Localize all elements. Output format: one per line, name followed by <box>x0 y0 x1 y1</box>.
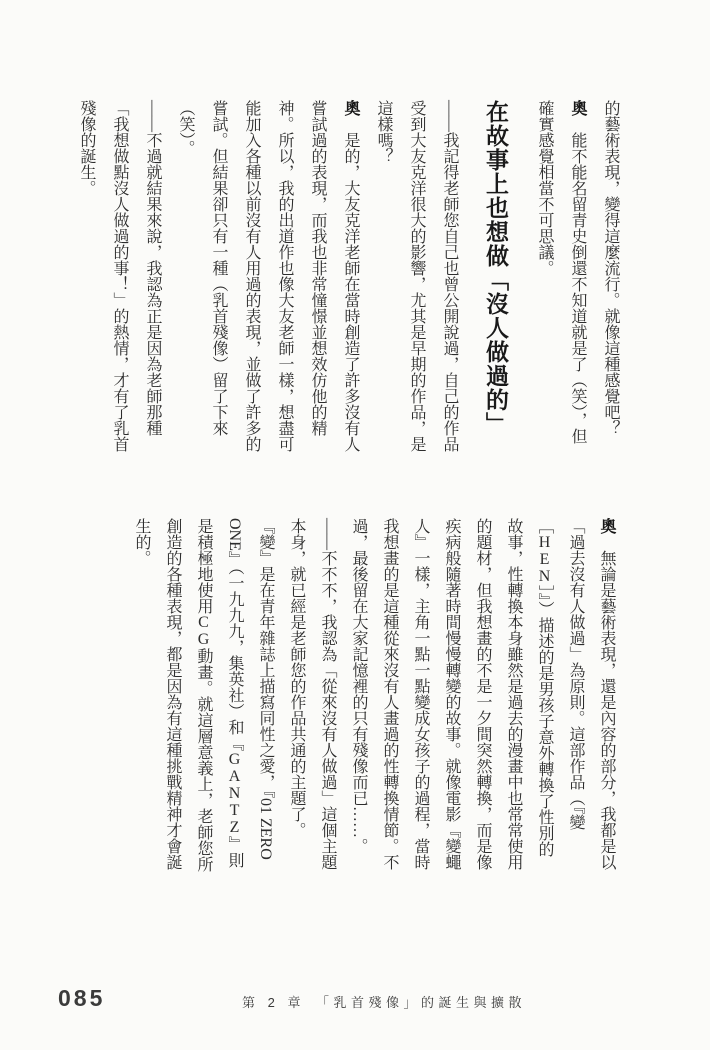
column-text: 的題材，但我想畫的不是一夕間突然轉換，而是像 <box>474 518 491 870</box>
text-column <box>334 100 367 478</box>
text-column <box>433 100 466 478</box>
column-text: （笑）。 <box>177 100 194 156</box>
text-column <box>169 100 202 478</box>
column-text: 受到大友克洋很大的影響，尤其是早期的作品，是 <box>408 100 425 452</box>
speaker-label: 奧 <box>598 518 615 534</box>
text-column <box>136 100 169 478</box>
text-column <box>103 100 136 478</box>
text-column <box>591 518 622 896</box>
section-heading: 在故事上也想做「沒人做過的」 <box>483 100 509 436</box>
column-text: 人』一樣，主角一點一點變成女孩子的過程，當時 <box>412 518 429 870</box>
text-column <box>312 518 343 896</box>
text-column <box>498 518 529 896</box>
column-text: 神。所以，我的出道作也像大友老師一樣，想盡可 <box>276 100 293 452</box>
column-text: 殘像的誕生。 <box>78 100 95 196</box>
paragraph-group-right <box>528 100 627 478</box>
column-text: 「過去沒有人做過」為原則。這部作品（『變 <box>567 518 584 830</box>
text-column <box>281 518 312 896</box>
column-text: 確實感覺相當不可思議。 <box>536 100 553 276</box>
column-text: ［HEN］』）描述的是男孩子意外轉換了性別的 <box>536 518 553 857</box>
column-text: 故事，性轉換本身雖然是過去的漫畫中也常常使用 <box>505 518 522 870</box>
column-text: 我想畫的是這種從來沒有人畫過的性轉換情節。不 <box>381 518 398 870</box>
text-column <box>561 100 594 478</box>
column-text: 創造的各種表現，都是因為有這種挑戰精神才會誕 <box>164 518 181 870</box>
chapter-footer: 第 2 章 「乳首殘像」的誕生與擴散 <box>242 995 526 1010</box>
column-text: 嘗試。但結果卻只有一種（乳首殘像）留了下來 <box>210 100 227 436</box>
column-text: 能不能名留青史倒還不知道就是了（笑），但 <box>569 116 586 444</box>
text-column <box>560 518 591 896</box>
column-text: 是積極地使用CG動畫。就這層意義上，老師您所 <box>195 518 212 872</box>
speaker-label: 奧 <box>342 100 359 116</box>
text-column <box>268 100 301 478</box>
column-text: 無論是藝術表現，還是內容的部分，我都是以 <box>598 534 615 870</box>
text-column <box>343 518 374 896</box>
text-column <box>436 518 467 896</box>
text-column <box>367 100 400 478</box>
text-column <box>594 100 627 478</box>
text-column <box>126 518 157 896</box>
text-column <box>467 518 498 896</box>
text-column <box>301 100 334 478</box>
column-text: 嘗試過的表現，而我也非常憧憬並想效仿他的精 <box>309 100 326 436</box>
column-text: ONE』（一九九九，集英社）和『GANTZ』則 <box>226 518 243 868</box>
text-column <box>529 518 560 896</box>
text-column <box>250 518 281 896</box>
column-text: ——不過就結果來說，我認為正是因為老師那種 <box>144 100 161 436</box>
text-column <box>400 100 433 478</box>
text-column <box>528 100 561 478</box>
column-text: 生的。 <box>133 518 150 566</box>
column-text: 是的，大友克洋老師在當時創造了許多沒有人 <box>342 116 359 452</box>
column-text: 『變』是在青年雜誌上描寫同性之愛，『01 ZERO <box>257 518 274 860</box>
text-column <box>188 518 219 896</box>
page-number: 085 <box>58 985 106 1011</box>
text-column <box>405 518 436 896</box>
speaker-label: 奧 <box>569 100 586 116</box>
column-text: 本身，就已經是老師您的作品共通的主題了。 <box>288 518 305 838</box>
column-text: 疾病般隨著時間慢慢轉變的故事。就像電影『變蠅 <box>443 518 460 870</box>
text-column <box>157 518 188 896</box>
interview-section-bottom <box>126 518 622 896</box>
column-text: ——不不不，我認為「從來沒有人做過」這個主題 <box>319 518 336 870</box>
interview-section-top <box>70 100 627 478</box>
column-text: 的藝術表現，變得這麼流行。就像這種感覺吧？ <box>602 100 619 436</box>
column-text: 能加入各種以前沒有人用過的表現，並做了許多的 <box>243 100 260 452</box>
column-text: 「我想做點沒人做過的事！」的熱情，才有了乳首 <box>111 100 128 452</box>
column-text: 這樣嗎？ <box>375 100 392 164</box>
text-column <box>374 518 405 896</box>
text-column <box>202 100 235 478</box>
paragraph-group <box>126 518 622 896</box>
text-column <box>70 100 103 478</box>
text-column <box>235 100 268 478</box>
text-column <box>219 518 250 896</box>
column-text: ——我記得老師您自己也曾公開說過，自己的作品 <box>441 100 458 452</box>
column-text: 過，最後留在大家記憶裡的只有殘像而已……。 <box>350 518 367 854</box>
paragraph-group-left <box>70 100 466 478</box>
